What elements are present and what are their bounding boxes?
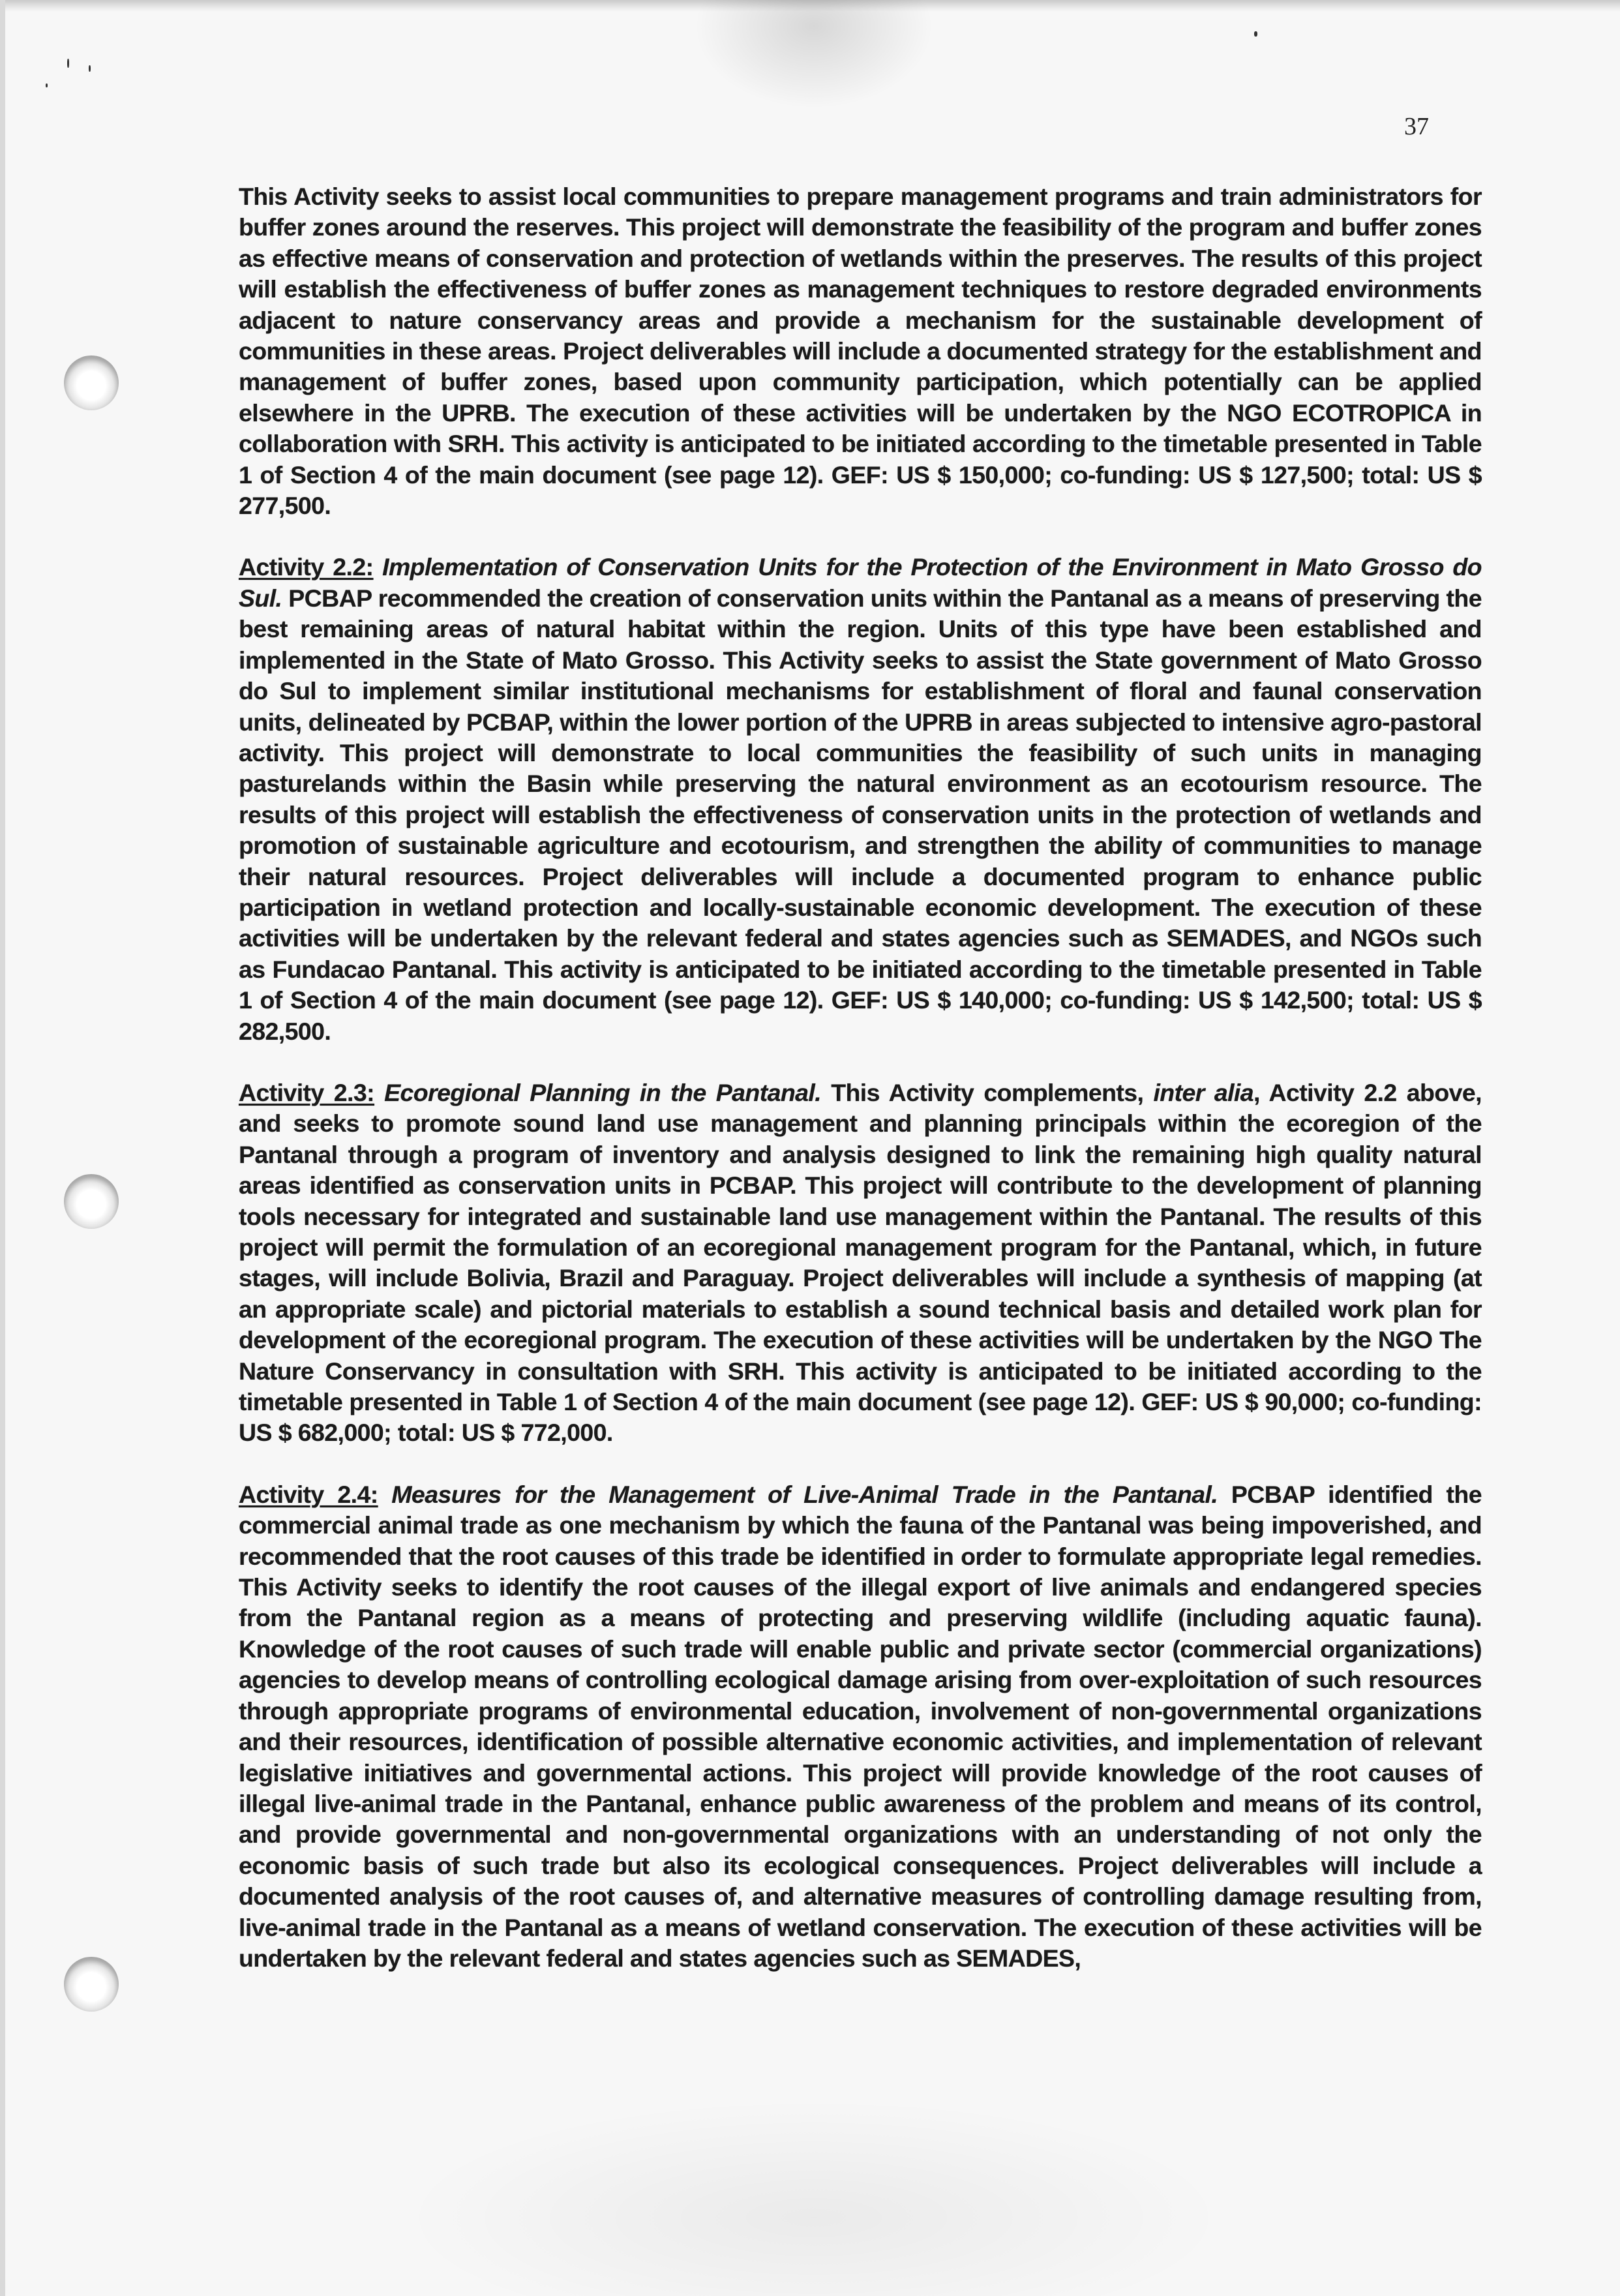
paragraph-text-lead: This Activity complements, bbox=[831, 1078, 1154, 1106]
scan-speck bbox=[1254, 31, 1257, 37]
scan-speck bbox=[46, 83, 48, 87]
punch-hole bbox=[64, 1957, 119, 2012]
paragraph-activity-2-2 bbox=[239, 552, 1482, 1047]
activity-label: Activity 2.3: bbox=[239, 1078, 374, 1106]
punch-hole bbox=[64, 355, 119, 410]
punch-hole bbox=[64, 1174, 119, 1229]
paragraph-text: This Activity seeks to assist local communities to prepare management programs and train administrators for buffer zones around the reserves. This project will demonstrate the feasibility of the program and buffer zones as effective means of conservation and protection of wetlands within the preserves. The results of this project will establish the effectiveness of buffer zones as management techniques to restore degraded environments adjacent to nature conservancy areas and provide a mechanism for the sustainable development of communities in these areas. Project deliverables will include a documented strategy for the establishment and management of buffer zones, based upon community participation, which potentially can be applied elsewhere in the UPRB. The execution of these activities will be undertaken by the NGO ECOTROPICA in collaboration with SRH. This activity is anticipated to be initiated according to the timetable presented in Table 1 of Section 4 of the main document (see page 12). GEF: US $ 150,000; co-funding: US $ 127,500; total: US $ 277,500. bbox=[239, 183, 1482, 520]
paragraph-buffer-zones bbox=[239, 181, 1482, 521]
activity-label: Activity 2.4: bbox=[239, 1480, 378, 1508]
scan-speck bbox=[89, 65, 91, 72]
paragraph-activity-2-3 bbox=[239, 1078, 1482, 1449]
paragraph-text: PCBAP recommended the creation of conservation units within the Pantanal as a means of preserving the best remaining areas of natural habitat within the region. Units of this type have been established and implemented in the State of Mato Grosso. This Activity seeks to assist the State government of Mato Grosso do Sul to implement similar institutional mechanisms for establishment of floral and faunal conservation units, delineated by PCBAP, within the lower portion of the UPRB in areas subjected to intensive agro-pastoral activity. This project will demonstrate to local communities the feasibility of such units in managing pasturelands within the Basin while preserving the natural environment as an ecotourism resource. The results of this project will establish the effectiveness of conservation units in the protection of wetlands and promotion of sustainable agriculture and ecotourism, and strengthen the ability of communities to manage their natural resources. Project deliverables will include a documented program to enhance public participation in wetland protection and locally-sustainable economic development. The execution of these activities will be undertaken by the relevant federal and states agencies such as SEMADES, and NGOs such as Fundacao Pantanal. This activity is anticipated to be initiated according to the timetable presented in Table 1 of Section 4 of the main document (see page 12). GEF: US $ 140,000; co-funding: US $ 142,500; total: US $ 282,500. bbox=[239, 584, 1482, 1045]
activity-title: Implementation of Conservation Units for the Protection of the Environment in Mato Grosso do Sul. bbox=[239, 553, 1482, 612]
paragraph-text: , Activity 2.2 above, and seeks to promote sound land use management and planning principals within the ecoregion of the Pantanal through a program of inventory and analysis designed to link the remaining high quality natural areas identified as conservation units in PCBAP. This project will contribute to the development of planning tools necessary for integrated and sustainable land use management within the Pantanal. The results of this project will permit the formulation of an ecoregional management program for the Pantanal, which, in future stages, will include Bolivia, Brazil and Paraguay. Project deliverables will include a synthesis of mapping (at an appropriate scale) and pictorial materials to establish a sound technical basis and detailed work plan for development of the ecoregional program. The execution of these activities will be undertaken by the NGO The Nature Conservancy in consultation with SRH. This activity is anticipated to be initiated according to the timetable presented in Table 1 of Section 4 of the main document (see page 12). GEF: US $ 90,000; co-funding: US $ 682,000; total: US $ 772,000. bbox=[239, 1078, 1482, 1447]
page-number: 37 bbox=[1404, 113, 1429, 140]
latin-phrase: inter alia bbox=[1153, 1078, 1253, 1106]
activity-title: Measures for the Management of Live-Animal Trade in the Pantanal. bbox=[391, 1480, 1218, 1508]
paragraph-text: PCBAP identified the commercial animal trade as one mechanism by which the fauna of the Pantanal was being impoverished, and recommended that the root causes of this trade be identified in order to formulate appropriate legal remedies. This Activity seeks to identify the root causes of the illegal export of live animals and endangered species from the Pantanal region as a means of protecting and preserving wildlife (including aquatic fauna). Knowledge of the root causes of such trade will enable public and private sector (commercial organizations) agencies to develop means of controlling ecological damage arising from over-exploitation of such resources through appropriate programs of environmental education, involvement of non-governmental organizations and their resources, identification of possible alternative economic activities, and implementation of relevant legislative initiatives and governmental actions. This project will provide knowledge of the root causes of illegal live-animal trade in the Pantanal, enhance public awareness of the problem and means of its control, and provide governmental and non-governmental organizations with an understanding of not only the economic basis of such trade but also its ecological consequences. Project deliverables will include a documented analysis of the root causes of, and alternative measures of controlling damage resulting from, live-animal trade in the Pantanal as a means of wetland conservation. The execution of these activities will be undertaken by the relevant federal and states agencies such as SEMADES, bbox=[239, 1480, 1482, 1972]
activity-label: Activity 2.2: bbox=[239, 553, 374, 581]
activity-title: Ecoregional Planning in the Pantanal. bbox=[384, 1078, 822, 1106]
document-body bbox=[239, 181, 1482, 2004]
paragraph-activity-2-4 bbox=[239, 1479, 1482, 1974]
scan-speck bbox=[67, 59, 69, 68]
